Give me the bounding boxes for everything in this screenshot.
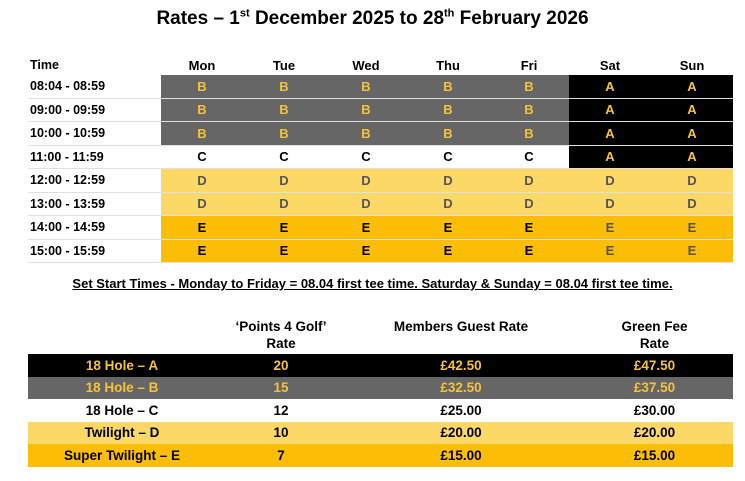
rates-body [28, 354, 733, 467]
time-slot-label: 12:00 - 12:59 [30, 173, 106, 188]
rate-cell: B [161, 75, 243, 98]
rate-cell: D [651, 169, 733, 192]
rate-cell: D [325, 193, 407, 216]
rate-cell: A [569, 146, 651, 169]
rate-cell: D [243, 193, 325, 216]
rate-name: Super Twilight – E [63, 447, 180, 463]
day-header-sun: Sun [679, 57, 705, 73]
rate-cell: E [407, 240, 489, 263]
rate-cell: B [489, 99, 569, 122]
time-slot-label: 11:00 - 11:59 [30, 149, 104, 164]
rate-cell: C [243, 146, 325, 169]
schedule-row [28, 75, 733, 99]
time-column-header: Time [30, 58, 59, 72]
rate-name: Twilight – D [84, 425, 160, 441]
time-slot-label: 08:04 - 08:59 [30, 79, 106, 94]
rate-schedule-table [28, 55, 733, 263]
rate-cell: D [407, 193, 489, 216]
rate-row [28, 377, 733, 400]
members-guest-price: £20.00 [440, 425, 482, 441]
rate-cell: B [161, 99, 243, 122]
rate-cell: D [407, 169, 489, 192]
rate-cell: A [569, 99, 651, 122]
rate-cell: E [243, 240, 325, 263]
rate-cell: E [651, 240, 733, 263]
points-value: 10 [273, 425, 289, 441]
rates-table [28, 318, 733, 467]
schedule-row [28, 122, 733, 146]
rate-cell: D [489, 193, 569, 216]
rate-cell: E [407, 216, 489, 239]
rate-cell: E [161, 216, 243, 239]
rate-cell: A [651, 146, 733, 169]
start-times-note: Set Start Times - Monday to Friday = 08.04 first tee time. Saturday & Sunday = 08.04 first tee time. [72, 276, 673, 291]
rate-cell: B [325, 122, 407, 145]
day-header-mon: Mon [188, 57, 216, 73]
rate-cell: D [569, 193, 651, 216]
rate-cell: E [325, 240, 407, 263]
schedule-row [28, 240, 733, 264]
rate-cell: A [651, 75, 733, 98]
rate-row [28, 399, 733, 422]
rate-cell: A [569, 122, 651, 145]
rate-cell: B [407, 122, 489, 145]
rate-cell: B [161, 122, 243, 145]
points-value: 12 [273, 402, 289, 418]
rate-name: 18 Hole – C [85, 402, 159, 418]
rate-cell: B [243, 122, 325, 145]
rate-cell: E [243, 216, 325, 239]
members-guest-price: £15.00 [440, 447, 482, 463]
rate-cell: B [407, 75, 489, 98]
rate-cell: E [569, 216, 651, 239]
points-value: 7 [277, 447, 285, 463]
rate-cell: E [651, 216, 733, 239]
green-fee-price: £47.50 [633, 357, 676, 373]
rate-cell: E [569, 240, 651, 263]
rate-row [28, 444, 733, 467]
rate-cell: E [325, 216, 407, 239]
time-slot-label: 13:00 - 13:59 [30, 196, 106, 211]
rate-cell: A [651, 99, 733, 122]
rate-cell: C [407, 146, 489, 169]
green-fee-rate-header: Green Fee Rate [621, 319, 688, 351]
day-header-thu: Thu [436, 57, 460, 73]
rate-cell: A [651, 122, 733, 145]
schedule-row [28, 216, 733, 240]
time-slot-label: 09:00 - 09:59 [30, 102, 106, 117]
points-value: 20 [273, 357, 289, 373]
schedule-row [28, 193, 733, 217]
green-fee-price: £15.00 [633, 447, 676, 463]
page-title: Rates – 1st December 2025 to 28th February 2026 [156, 7, 589, 29]
green-fee-price: £30.00 [633, 402, 676, 418]
rate-row [28, 354, 733, 377]
rate-cell: D [651, 193, 733, 216]
rate-cell: C [489, 146, 569, 169]
rate-cell: C [325, 146, 407, 169]
rates-header-row [28, 318, 733, 354]
rate-cell: B [489, 75, 569, 98]
day-header-sat: Sat [599, 57, 621, 73]
rate-row [28, 422, 733, 445]
green-fee-price: £20.00 [633, 425, 676, 441]
members-guest-price: £25.00 [440, 402, 482, 418]
rate-cell: D [161, 193, 243, 216]
rate-cell: D [161, 169, 243, 192]
rate-cell: B [243, 99, 325, 122]
time-slot-label: 15:00 - 15:59 [30, 243, 106, 258]
members-guest-price: £42.50 [440, 357, 482, 373]
rate-cell: B [243, 75, 325, 98]
points-rate-header: ‘Points 4 Golf’ Rate [235, 319, 327, 351]
rate-cell: D [325, 169, 407, 192]
rate-cell: B [407, 99, 489, 122]
rate-cell: C [161, 146, 243, 169]
time-slot-label: 14:00 - 14:59 [30, 220, 106, 235]
day-header-tue: Tue [272, 57, 296, 73]
schedule-row [28, 146, 733, 170]
schedule-row [28, 99, 733, 123]
rate-cell: E [489, 240, 569, 263]
day-header-wed: Wed [352, 57, 380, 73]
schedule-header-row [28, 55, 733, 75]
rate-cell: B [325, 75, 407, 98]
rate-cell: E [489, 216, 569, 239]
rate-cell: E [161, 240, 243, 263]
rate-cell: D [489, 169, 569, 192]
points-value: 15 [273, 380, 289, 396]
rate-name: 18 Hole – B [85, 380, 159, 396]
day-header-fri: Fri [520, 57, 538, 73]
schedule-row [28, 169, 733, 193]
green-fee-price: £37.50 [633, 380, 676, 396]
rate-cell: A [569, 75, 651, 98]
schedule-body [28, 75, 733, 263]
members-guest-rate-header: Members Guest Rate [393, 319, 529, 334]
rate-cell: D [243, 169, 325, 192]
rate-name: 18 Hole – A [85, 357, 159, 373]
rate-cell: B [489, 122, 569, 145]
members-guest-price: £32.50 [440, 380, 482, 396]
rate-cell: B [325, 99, 407, 122]
time-slot-label: 10:00 - 10:59 [30, 126, 106, 141]
rate-cell: D [569, 169, 651, 192]
